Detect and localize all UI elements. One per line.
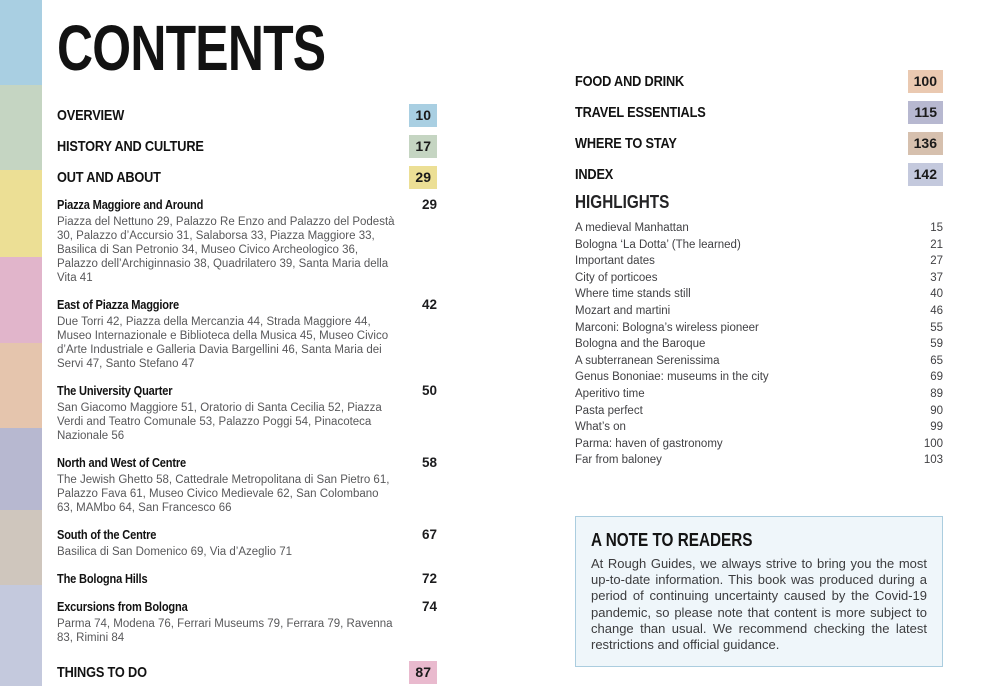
highlight-label: A subterranean Serenissima <box>575 354 720 367</box>
subsection-head <box>57 297 437 313</box>
subsection-description: Parma 74, Modena 76, Ferrari Museums 79, Ferrara 79, Ravenna 83, Rimini 84 <box>57 618 393 644</box>
section-label: TRAVEL ESSENTIALS <box>575 104 706 121</box>
highlight-label: Genus Bononiae: museums in the city <box>575 371 769 384</box>
toc-section-row <box>57 657 437 686</box>
highlight-label: Bologna and the Baroque <box>575 338 706 351</box>
highlight-row <box>575 253 943 270</box>
toc-section-row <box>575 97 943 128</box>
subsection-page-number: 50 <box>421 383 437 398</box>
highlight-row <box>575 286 943 303</box>
page-title: CONTENTS <box>57 12 326 84</box>
right-column <box>575 0 943 686</box>
section-label: OUT AND ABOUT <box>57 169 161 186</box>
highlight-page-number: 99 <box>930 421 943 434</box>
subsection <box>57 383 437 443</box>
subsection-page-number: 72 <box>421 571 437 586</box>
highlight-label: A medieval Manhattan <box>575 222 689 234</box>
section-label: WHERE TO STAY <box>575 135 677 152</box>
subsection <box>57 455 437 515</box>
color-strip <box>0 0 42 686</box>
highlight-row <box>575 220 943 237</box>
color-band <box>0 343 42 428</box>
subsection-title: South of the Centre <box>57 527 157 542</box>
highlight-label: Marconi: Bologna’s wireless pioneer <box>575 321 759 334</box>
highlight-label: Mozart and martini <box>575 304 671 317</box>
subsection-title: North and West of Centre <box>57 455 186 470</box>
color-band <box>0 85 42 170</box>
left-column <box>57 0 437 686</box>
page-content <box>42 0 1000 686</box>
subsection-head <box>57 571 437 587</box>
subsection-page-number: 29 <box>421 197 437 212</box>
subsection <box>57 297 437 371</box>
highlight-row <box>575 270 943 287</box>
subsection-description: San Giacomo Maggiore 51, Oratorio di Santa Cecilia 52, Piazza Verdi and Teatro Comunale 53, Palazzo Poggi 54, Pinacoteca Nazionale 56 <box>57 402 382 442</box>
highlight-row <box>575 320 943 337</box>
highlight-row <box>575 336 943 353</box>
page-number-badge: 100 <box>908 70 943 93</box>
highlight-page-number: 37 <box>930 271 943 284</box>
highlight-row <box>575 419 943 436</box>
highlight-page-number: 65 <box>930 354 943 367</box>
subsection <box>57 571 437 587</box>
section-label: HISTORY AND CULTURE <box>57 138 204 155</box>
page-number-badge: 17 <box>409 135 437 158</box>
subsection <box>57 527 437 559</box>
subsection <box>57 599 437 645</box>
color-band <box>0 0 42 85</box>
page-number-badge: 87 <box>409 661 437 684</box>
main-sections-list <box>57 100 437 193</box>
subsection-head <box>57 455 437 471</box>
highlight-row <box>575 303 943 320</box>
color-band <box>0 585 42 686</box>
toc-section-row <box>575 128 943 159</box>
highlight-label: City of porticoes <box>575 271 658 284</box>
subsection-title: The Bologna Hills <box>57 571 148 586</box>
highlight-row <box>575 386 943 403</box>
highlight-label: Parma: haven of gastronomy <box>575 437 723 450</box>
toc-section-row <box>575 66 943 97</box>
note-text: At Rough Guides, we always strive to bring you the most up-to-date information. This book was produced during a period of continuing uncertainty caused by the Covid-19 pandemic, so please note that content is more subject to change than usual. We recommend checking the latest restrictions and official guidance. <box>591 555 927 652</box>
highlight-page-number: 15 <box>930 222 943 234</box>
page-number-badge: 10 <box>409 104 437 127</box>
highlight-label: Important dates <box>575 255 655 268</box>
page-number-badge: 29 <box>409 166 437 189</box>
highlight-page-number: 103 <box>923 454 943 467</box>
highlight-label: Pasta perfect <box>575 404 643 417</box>
highlights-list <box>575 220 943 469</box>
subsection-head <box>57 383 437 399</box>
color-band <box>0 170 42 257</box>
highlight-row <box>575 452 943 469</box>
color-band <box>0 510 42 585</box>
note-title: A NOTE TO READERS <box>591 529 753 550</box>
subsection-title: Excursions from Bologna <box>57 599 188 614</box>
subsection-description: The Jewish Ghetto 58, Cattedrale Metropolitana di San Pietro 61, Palazzo Fava 61, Museo Civico Medievale 62, San Colombano 63, MAMbo 64, San Francesco 66 <box>57 474 390 514</box>
column-gap <box>437 0 575 686</box>
subsections-list <box>57 197 437 645</box>
highlight-row <box>575 403 943 420</box>
toc-section-row <box>57 131 437 162</box>
toc-section-row <box>575 159 943 190</box>
subsection-head <box>57 527 437 543</box>
things-to-do-list <box>57 657 437 686</box>
subsection-head <box>57 599 437 615</box>
subsection-page-number: 74 <box>421 599 437 614</box>
color-band <box>0 428 42 510</box>
page-number-badge: 136 <box>908 132 943 155</box>
subsection-page-number: 67 <box>421 527 437 542</box>
page-number-badge: 115 <box>908 101 943 124</box>
section-label: OVERVIEW <box>57 107 125 124</box>
highlight-page-number: 59 <box>930 338 943 351</box>
highlight-row <box>575 237 943 254</box>
highlight-page-number: 46 <box>930 304 943 317</box>
highlight-label: Where time stands still <box>575 288 691 301</box>
page-number-badge: 142 <box>908 163 943 186</box>
color-band <box>0 257 42 343</box>
highlight-page-number: 21 <box>930 238 943 251</box>
toc-section-row <box>57 100 437 131</box>
subsection <box>57 197 437 285</box>
highlight-row <box>575 369 943 386</box>
note-to-readers-box <box>575 516 943 667</box>
highlight-page-number: 100 <box>923 437 943 450</box>
subsection-head <box>57 197 437 213</box>
highlight-page-number: 55 <box>930 321 943 334</box>
highlights-title: HIGHLIGHTS <box>575 192 670 212</box>
subsection-description: Basilica di San Domenico 69, Via d’Azeglio 71 <box>57 546 293 558</box>
subsection-page-number: 42 <box>421 297 437 312</box>
highlight-label: Bologna ‘La Dotta’ (The learned) <box>575 238 741 251</box>
section-label: THINGS TO DO <box>57 664 147 681</box>
highlight-page-number: 69 <box>930 371 943 384</box>
subsection-title: Piazza Maggiore and Around <box>57 197 204 212</box>
toc-section-row <box>57 162 437 193</box>
subsection-page-number: 58 <box>421 455 437 470</box>
section-label: FOOD AND DRINK <box>575 73 685 90</box>
subsection-title: The University Quarter <box>57 383 173 398</box>
subsection-description: Due Torri 42, Piazza della Mercanzia 44, Strada Maggiore 44, Museo Internazionale e Biblioteca della Musica 45, Museo Civico d’Arte Industriale e Galleria Davia Bargellini 46, Santa Maria dei Servi 47, Santo Stefano 47 <box>57 316 389 370</box>
highlight-label: Aperitivo time <box>575 387 645 400</box>
highlight-label: What’s on <box>575 421 626 434</box>
section-label: INDEX <box>575 166 614 183</box>
highlight-row <box>575 353 943 370</box>
highlight-row <box>575 436 943 453</box>
highlight-page-number: 89 <box>930 387 943 400</box>
main-sections-list-right <box>575 66 943 190</box>
highlight-page-number: 27 <box>930 255 943 268</box>
subsection-description: Piazza del Nettuno 29, Palazzo Re Enzo and Palazzo del Podestà 30, Palazzo d’Accursio 31, Salaborsa 33, Piazza Maggiore 33, Basilica di San Petronio 34, Museo Civico Archeologico 36, Palazzo dell’Archiginnasio 38, Quadrilatero 39, Santa Maria della Vita 41 <box>57 216 395 284</box>
highlight-page-number: 40 <box>930 288 943 301</box>
subsection-title: East of Piazza Maggiore <box>57 297 179 312</box>
highlight-page-number: 90 <box>930 404 943 417</box>
highlight-label: Far from baloney <box>575 454 662 467</box>
